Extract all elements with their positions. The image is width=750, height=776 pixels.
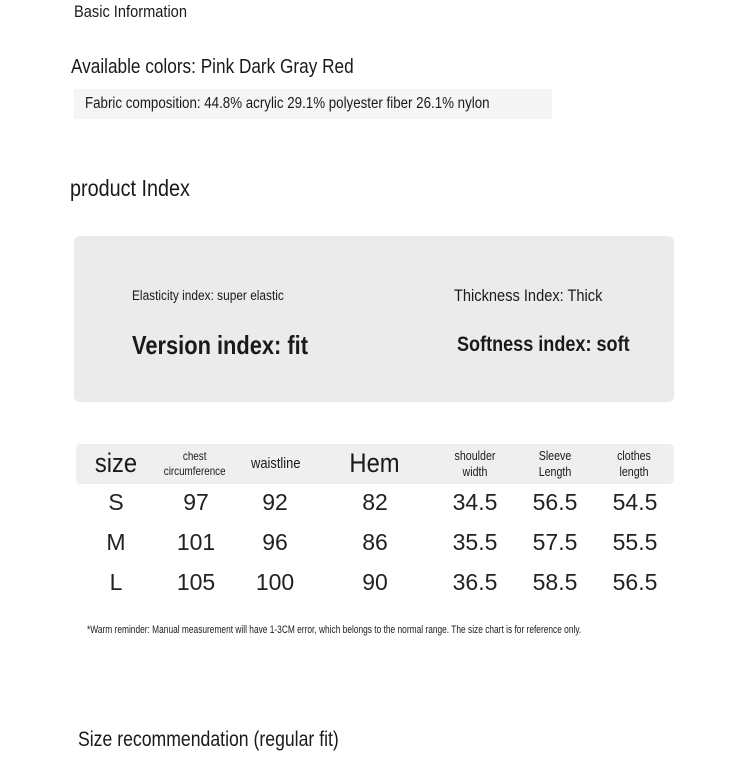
softness-index: Softness index: soft — [457, 333, 630, 356]
elasticity-index: Elasticity index: super elastic — [132, 288, 284, 303]
table-cell: 82 — [362, 489, 388, 515]
header-waistline: waistline — [251, 454, 301, 472]
header-clothes: clothes length — [617, 447, 651, 479]
table-cell: 90 — [362, 569, 388, 595]
size-recommendation-title: Size recommendation (regular fit) — [78, 728, 339, 751]
product-index-panel — [74, 236, 674, 402]
header-size: size — [94, 448, 138, 479]
table-cell: 96 — [262, 529, 288, 555]
table-cell: 56.5 — [612, 569, 658, 595]
header-chest: chest circumference — [164, 449, 226, 478]
available-colors: Available colors: Pink Dark Gray Red — [71, 56, 354, 78]
header-sleeve: Sleeve Length — [538, 447, 572, 479]
size-warning: *Warm reminder: Manual measurement will have 1-3CM error, which belongs to the normal range. The size chart is for reference only. — [87, 624, 582, 636]
table-cell: 36.5 — [452, 569, 498, 595]
table-cell: 100 — [255, 569, 295, 595]
table-cell: 55.5 — [612, 529, 658, 555]
header-hem: Hem — [349, 448, 401, 479]
table-cell: 34.5 — [452, 489, 498, 515]
size-label-cell: L — [109, 569, 123, 595]
table-cell: 58.5 — [532, 569, 578, 595]
thickness-index: Thickness Index: Thick — [454, 286, 603, 305]
table-cell: 101 — [176, 529, 216, 555]
version-index: Version index: fit — [132, 330, 308, 360]
table-cell: 97 — [183, 489, 209, 515]
table-cell: 92 — [262, 489, 288, 515]
fabric-composition: Fabric composition: 44.8% acrylic 29.1% polyester fiber 26.1% nylon — [85, 95, 490, 112]
table-cell: 57.5 — [532, 529, 578, 555]
size-label-cell: M — [106, 529, 126, 555]
basic-information-title: Basic Information — [74, 2, 187, 21]
header-shoulder: shoulder width — [454, 447, 496, 479]
table-cell: 105 — [176, 569, 216, 595]
table-cell: 54.5 — [612, 489, 658, 515]
size-label-cell: S — [108, 489, 124, 515]
table-cell: 35.5 — [452, 529, 498, 555]
product-index-title: product Index — [70, 175, 190, 201]
table-cell: 56.5 — [532, 489, 578, 515]
table-cell: 86 — [362, 529, 388, 555]
